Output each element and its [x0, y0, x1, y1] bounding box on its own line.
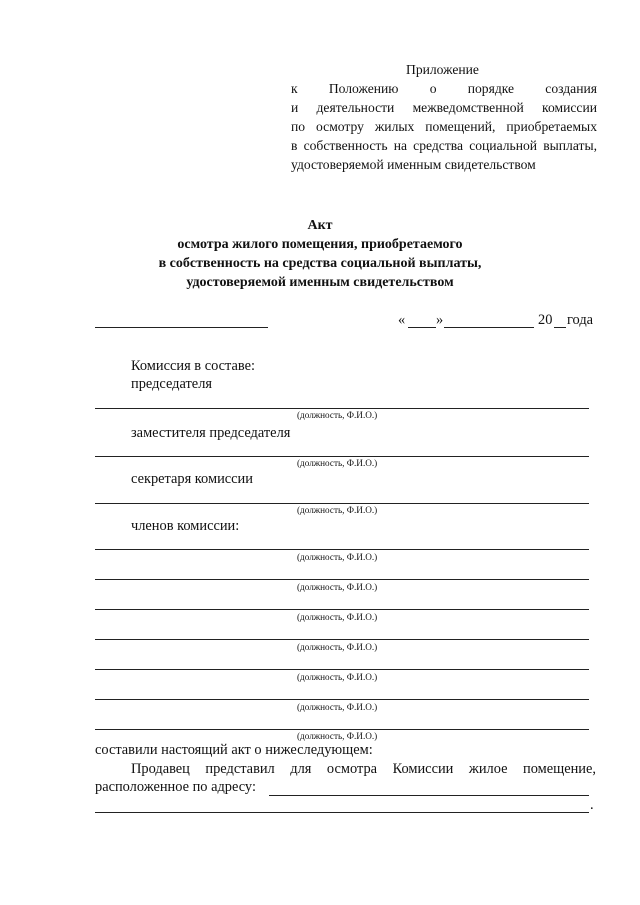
annex-line: и деятельности межведомственной комиссии [291, 100, 597, 115]
seller-text: Продавец представил для осмотра Комиссии жилое помещение, [131, 761, 596, 777]
annex-block [291, 60, 597, 174]
act-heading [100, 216, 540, 292]
member-blank[interactable] [95, 639, 589, 640]
month-blank[interactable] [444, 327, 534, 328]
field-caption: (должность, Ф.И.О.) [297, 612, 378, 622]
closing-statement: составили настоящий акт о нижеследующем: [95, 742, 373, 758]
deputy-blank[interactable] [95, 456, 589, 457]
member-blank[interactable] [95, 609, 589, 610]
field-caption: (должность, Ф.И.О.) [297, 458, 378, 468]
member-blank[interactable] [95, 669, 589, 670]
secretary-label: секретаря комиссии [131, 471, 253, 487]
field-caption: (должность, Ф.И.О.) [297, 505, 378, 515]
commission-intro: Комиссия в составе: [131, 358, 255, 374]
year-blank[interactable] [554, 327, 566, 328]
chairman-label: председателя [131, 376, 212, 392]
address-blank[interactable] [269, 795, 589, 796]
annex-line: к Положению о порядке создания [291, 81, 597, 96]
act-subtitle-line: удостоверяемой именным свидетельством [186, 275, 454, 290]
member-blank[interactable] [95, 699, 589, 700]
field-caption: (должность, Ф.И.О.) [297, 702, 378, 712]
member-blank[interactable] [95, 579, 589, 580]
field-caption: (должность, Ф.И.О.) [297, 582, 378, 592]
date-open-quote: « [398, 312, 406, 328]
act-subtitle-line: в собственность на средства социальной выплаты, [158, 256, 482, 271]
date-close-quote: » [436, 312, 444, 328]
annex-line: по осмотру жилых помещений, приобретаемых [291, 119, 597, 134]
year-suffix: года [567, 312, 594, 328]
act-title: Акт [307, 218, 333, 233]
place-blank[interactable] [95, 327, 268, 328]
field-caption: (должность, Ф.И.О.) [297, 731, 378, 741]
address-label: расположенное по адресу: [95, 779, 256, 795]
field-caption: (должность, Ф.И.О.) [297, 552, 378, 562]
annex-title: Приложение [406, 62, 479, 77]
members-label: членов комиссии: [131, 518, 240, 534]
act-subtitle-line: осмотра жилого помещения, приобретаемого [177, 237, 463, 252]
field-caption: (должность, Ф.И.О.) [297, 410, 378, 420]
chairman-blank[interactable] [95, 408, 589, 409]
deputy-label: заместителя председателя [131, 425, 291, 441]
annex-line: удостоверяемой именным свидетельством [291, 157, 536, 172]
secretary-blank[interactable] [95, 503, 589, 504]
day-blank[interactable] [408, 327, 436, 328]
member-blank[interactable] [95, 729, 589, 730]
address-blank-2[interactable] [95, 812, 589, 813]
end-mark: . [590, 797, 594, 813]
year-prefix: 20 [538, 312, 553, 328]
annex-line: в собственность на средства социальной выплаты, [291, 138, 597, 153]
member-blank[interactable] [95, 549, 589, 550]
field-caption: (должность, Ф.И.О.) [297, 642, 378, 652]
field-caption: (должность, Ф.И.О.) [297, 672, 378, 682]
